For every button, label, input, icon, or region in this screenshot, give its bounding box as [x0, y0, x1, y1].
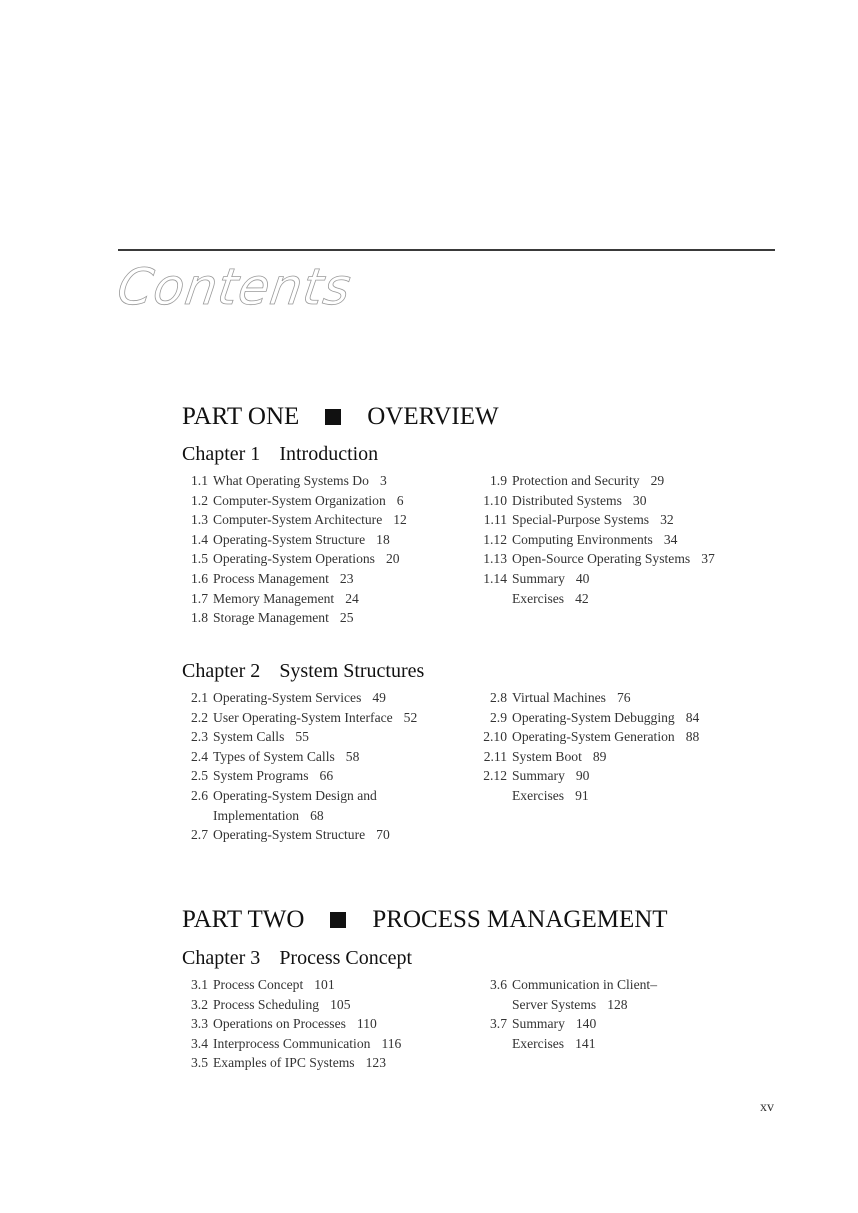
page-ref: 37	[701, 551, 715, 567]
chapter-title: Process Concept	[279, 947, 413, 969]
section-number: 1.8	[191, 610, 208, 626]
page-ref: 40	[575, 570, 590, 586]
section-title: Operating-System Structure	[213, 531, 366, 547]
page-ref: 101	[314, 977, 335, 992]
toc-entry[interactable]	[182, 727, 417, 747]
section-title: Server Systems	[512, 996, 597, 1012]
section-title: Protection and Security	[512, 473, 640, 488]
chapter-title: System Structures	[279, 660, 425, 682]
section-title: Operating-System Services	[213, 690, 362, 705]
toc-entry[interactable]	[182, 995, 401, 1015]
section-number: 1.13	[483, 551, 507, 567]
page-ref: 66	[319, 768, 334, 784]
toc-entry[interactable]	[477, 530, 715, 550]
toc-entry[interactable]	[182, 1053, 401, 1073]
page-ref: 52	[403, 709, 418, 725]
section-number: 1.7	[191, 590, 208, 606]
part-label: PART ONE	[182, 403, 300, 430]
section-title: Exercises	[512, 1035, 565, 1051]
toc-entry[interactable]	[182, 708, 417, 728]
chapter-3-right-column	[477, 975, 657, 1053]
page-ref: 110	[356, 1016, 377, 1032]
page-ref: 88	[685, 729, 700, 745]
toc-entry[interactable]	[477, 589, 715, 609]
chapter-label: Chapter 2	[182, 660, 261, 682]
section-title: Exercises	[512, 590, 565, 606]
section-number: 3.1	[191, 977, 208, 992]
section-title: Virtual Machines	[512, 690, 606, 705]
chapter-label: Chapter 1	[182, 443, 261, 465]
section-number: 1.12	[483, 531, 507, 547]
toc-entry[interactable]	[477, 688, 699, 708]
page-ref: 3	[379, 473, 387, 488]
section-number: 2.6	[191, 787, 208, 803]
section-title: Storage Management	[213, 610, 329, 626]
section-number: 1.2	[191, 492, 208, 508]
chapter-1-right-column	[477, 471, 715, 608]
toc-entry[interactable]	[477, 747, 699, 767]
page-ref: 84	[685, 709, 700, 725]
section-number: 1.10	[483, 492, 507, 508]
page-ref: 49	[372, 690, 386, 705]
section-title: Computer-System Architecture	[213, 512, 383, 528]
square-bullet-icon	[330, 912, 346, 928]
page-ref: 32	[660, 512, 674, 528]
toc-entry[interactable]	[182, 589, 407, 609]
chapter-3-left-column	[182, 975, 401, 1073]
toc-entry[interactable]	[182, 510, 407, 530]
section-title: Process Concept	[213, 977, 304, 992]
section-title: Operating-System Structure	[213, 827, 366, 843]
part-heading-two	[182, 907, 668, 932]
section-title: Special-Purpose Systems	[512, 512, 650, 528]
toc-entry[interactable]	[182, 1014, 401, 1034]
section-title: Summary	[512, 768, 565, 784]
toc-entry[interactable]	[477, 1014, 657, 1034]
page-ref: 68	[310, 807, 324, 823]
toc-entry[interactable]	[182, 491, 407, 511]
page-title: Contents	[113, 258, 355, 316]
chapter-heading-3	[182, 948, 412, 968]
toc-entry[interactable]	[182, 549, 407, 569]
part-label: PART TWO	[182, 906, 305, 933]
section-title: Summary	[512, 1016, 565, 1032]
page-ref: 123	[365, 1055, 386, 1071]
part-name: PROCESS MANAGEMENT	[372, 906, 668, 933]
toc-entry[interactable]	[182, 530, 407, 550]
toc-entry[interactable]	[477, 1034, 657, 1054]
section-number: 3.7	[490, 1016, 507, 1032]
page-ref: 58	[345, 748, 360, 764]
section-number: 2.5	[191, 768, 208, 784]
page-ref: 34	[663, 531, 678, 547]
section-title: Computer-System Organization	[213, 492, 386, 508]
toc-entry[interactable]	[477, 995, 657, 1015]
toc-entry[interactable]	[182, 825, 417, 845]
section-number: 2.9	[490, 709, 507, 725]
page-ref: 89	[592, 748, 607, 764]
toc-entry[interactable]	[477, 510, 715, 530]
section-number: 3.6	[490, 977, 507, 992]
page-ref: 140	[575, 1016, 597, 1032]
section-number: 1.5	[191, 551, 208, 567]
toc-entry[interactable]	[182, 688, 417, 708]
toc-entry[interactable]	[182, 1034, 401, 1054]
toc-entry[interactable]	[477, 766, 699, 786]
section-number: 1.9	[490, 473, 507, 488]
toc-entry[interactable]	[182, 786, 417, 806]
section-number: 1.11	[483, 512, 507, 528]
section-title: Distributed Systems	[512, 492, 622, 508]
chapter-2-right-column	[477, 688, 699, 806]
toc-entry[interactable]	[477, 786, 699, 806]
section-title: Operating-System Debugging	[512, 709, 675, 725]
section-number: 2.2	[191, 709, 208, 725]
toc-entry[interactable]	[477, 708, 699, 728]
section-title: Types of System Calls	[213, 748, 335, 764]
toc-entry[interactable]	[477, 549, 715, 569]
toc-entry[interactable]	[477, 975, 657, 995]
chapter-heading-2	[182, 661, 424, 681]
section-title: System Programs	[213, 768, 309, 784]
section-title: System Boot	[512, 748, 582, 764]
section-title: Operations on Processes	[213, 1016, 346, 1032]
section-title: Interprocess Communication	[213, 1035, 371, 1051]
section-number: 1.4	[191, 531, 208, 547]
part-heading-one	[182, 404, 499, 429]
section-title: Memory Management	[213, 590, 335, 606]
toc-entry[interactable]	[477, 471, 715, 491]
section-number: 2.7	[191, 827, 208, 843]
section-title: Implementation	[213, 807, 300, 823]
page-number: xv	[760, 1100, 774, 1115]
section-number: 2.12	[483, 768, 507, 784]
section-number: 2.1	[191, 690, 208, 705]
square-bullet-icon	[325, 409, 341, 425]
page-ref: 29	[650, 473, 665, 488]
section-title: Process Scheduling	[213, 996, 320, 1012]
section-number: 3.2	[191, 996, 208, 1012]
section-number: 3.4	[191, 1035, 208, 1051]
part-name: OVERVIEW	[367, 403, 499, 430]
page-ref: 12	[393, 512, 407, 528]
toc-entry[interactable]	[182, 608, 407, 628]
section-title: Summary	[512, 570, 565, 586]
toc-entry[interactable]	[182, 747, 417, 767]
section-title: Process Management	[213, 570, 329, 586]
toc-entry[interactable]	[182, 766, 417, 786]
section-title: Exercises	[512, 787, 565, 803]
section-number: 2.8	[490, 690, 507, 705]
top-rule	[118, 249, 775, 251]
section-title: What Operating Systems Do	[213, 473, 369, 488]
section-title: Examples of IPC Systems	[213, 1055, 355, 1071]
toc-entry[interactable]	[182, 569, 407, 589]
toc-entry[interactable]	[182, 471, 407, 491]
section-number: 1.3	[191, 512, 208, 528]
section-title: Operating-System Generation	[512, 729, 675, 745]
toc-entry[interactable]	[182, 806, 417, 826]
chapter-1-left-column	[182, 471, 407, 628]
page-ref: 55	[295, 729, 309, 745]
page-ref: 90	[575, 768, 590, 784]
page-ref: 141	[575, 1035, 596, 1051]
section-title: Operating-System Design and	[213, 787, 377, 803]
section-number: 3.5	[191, 1055, 208, 1071]
chapter-heading-1	[182, 444, 378, 464]
page-ref: 20	[385, 551, 400, 567]
section-number: 1.14	[483, 570, 507, 586]
section-title: Communication in Client–	[512, 977, 657, 992]
toc-entry[interactable]	[477, 569, 715, 589]
page-ref: 6	[396, 492, 404, 508]
toc-entry[interactable]	[477, 491, 715, 511]
page-ref: 116	[381, 1035, 402, 1051]
section-number: 1.6	[191, 570, 208, 586]
section-number: 2.11	[483, 748, 507, 764]
section-number: 2.3	[191, 729, 208, 745]
page-ref: 42	[575, 590, 589, 606]
page-ref: 128	[607, 996, 628, 1012]
toc-entry[interactable]	[182, 975, 401, 995]
section-number: 2.4	[191, 748, 208, 764]
page-ref: 18	[376, 531, 390, 547]
section-title: Open-Source Operating Systems	[512, 551, 691, 567]
page-ref: 24	[345, 590, 359, 606]
section-number: 3.3	[191, 1016, 208, 1032]
page-ref: 70	[376, 827, 390, 843]
section-number: 2.10	[483, 729, 507, 745]
chapter-2-left-column	[182, 688, 417, 845]
section-title: Computing Environments	[512, 531, 653, 547]
page-ref: 105	[330, 996, 351, 1012]
page-ref: 25	[339, 610, 354, 626]
page-ref: 91	[575, 787, 589, 803]
chapter-title: Introduction	[279, 443, 379, 465]
section-title: Operating-System Operations	[213, 551, 375, 567]
page-ref: 23	[339, 570, 354, 586]
toc-entry[interactable]	[477, 727, 699, 747]
chapter-label: Chapter 3	[182, 947, 261, 969]
page-ref: 30	[632, 492, 647, 508]
section-title: System Calls	[213, 729, 285, 745]
page-ref: 76	[616, 690, 631, 705]
section-title: User Operating-System Interface	[213, 709, 393, 725]
section-number: 1.1	[191, 473, 208, 488]
